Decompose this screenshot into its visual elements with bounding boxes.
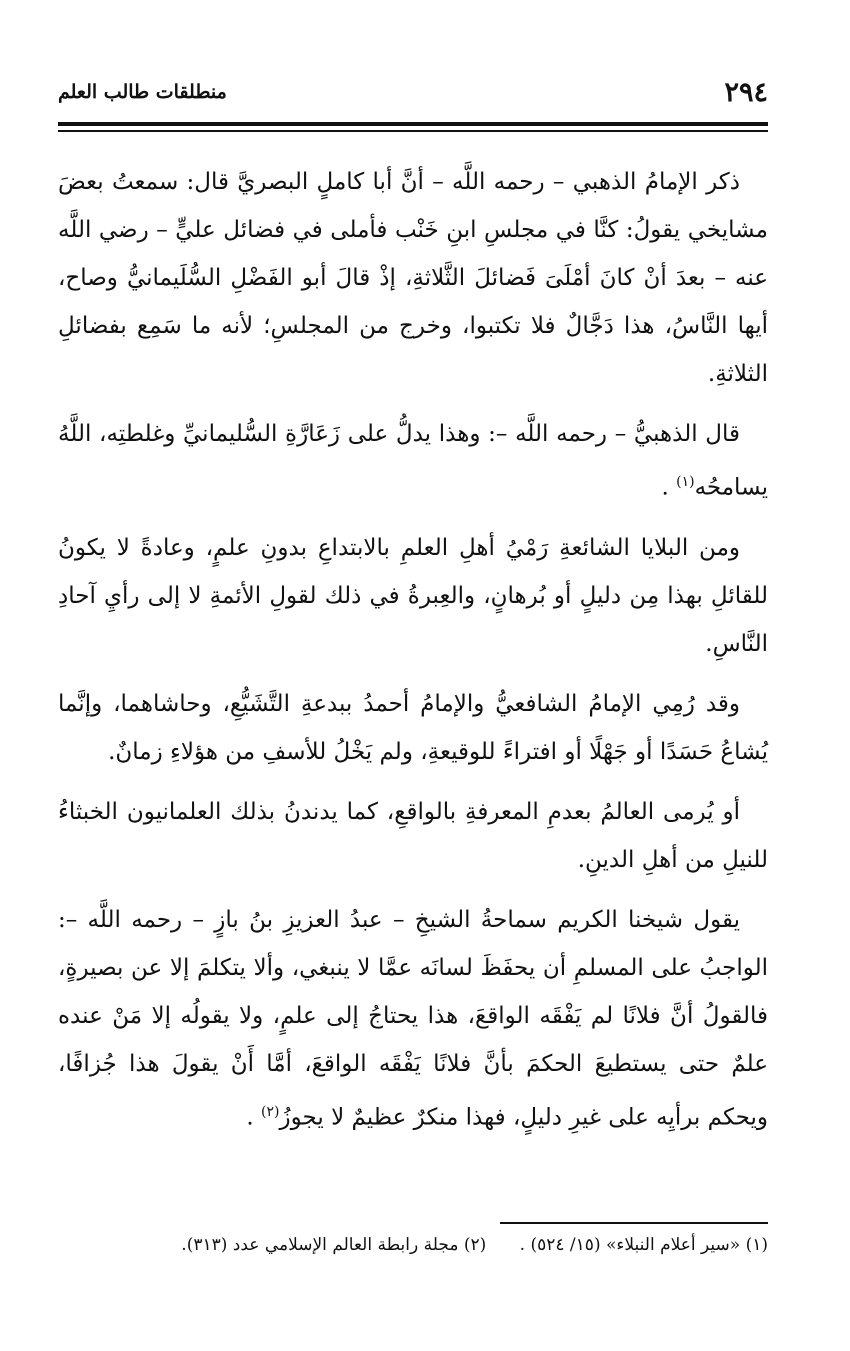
footnote-separator: [500, 1222, 768, 1224]
paragraph: أو يُرمى العالمُ بعدمِ المعرفةِ بالواقعِ، كما يدندنُ بذلك العلمانيون الخبثاءُ للنيلِ من أهلِ الدينِ.: [58, 798, 768, 873]
page-header: [58, 70, 768, 114]
paragraph: وقد رُمِي الإمامُ الشافعيُّ والإمامُ أحمدُ ببدعةِ التَّشَيُّعِ، وحاشاهما، وإنَّما يُشاعُ حَسَدًا أو جَهْلًا أو افتراءً للوقيعةِ، ولم يَخْلُ للأسفِ من هؤلاءِ زمانٌ.: [58, 690, 768, 765]
header-rule-thin: [58, 130, 768, 132]
page-number: ٢٩٤: [724, 76, 768, 108]
footnote-marker: (٢): [261, 1103, 280, 1120]
paragraph: ومن البلايا الشائعةِ رَمْيُ أهلِ العلمِ بالابتداعِ بدونِ علمٍ، وعادةً لا يكونُ للقائلِ بهذا مِن دليلٍ أو بُرهانٍ، والعِبرةُ في ذلك لقولِ الأئمةِ لا إلى رأيِ آحادِ النَّاسِ.: [58, 534, 768, 657]
footnotes: [58, 1230, 768, 1260]
main-text: [58, 158, 768, 1141]
footnote-1: (١) «سير أعلام النبلاء» (١٥/ ٥٢٤) .: [519, 1235, 768, 1255]
footnote-2: (٢) مجلة رابطة العالم الإسلامي عدد (٣١٣).: [181, 1235, 487, 1255]
running-title: منطلقات طالب العلم: [58, 81, 227, 103]
paragraph: قال الذهبيُّ – رحمه اللَّه –: وهذا يدلُّ على زَعَارَّةِ السُّليمانيِّ وغلطتِه، اللَّهُ يسامحُه$^{(١)}$ .: [58, 421, 768, 501]
paragraph: ذكر الإمامُ الذهبي – رحمه اللَّه – أنَّ أبا كاملٍ البصريَّ قال: سمعتُ بعضَ مشايخي يقولُ: كنَّا في مجلسِ ابنِ خَنْب فأملى في فضائل عليٍّ – رضي اللَّه عنه – بعدَ أنْ كانَ أمْلَىَ فَضائلَ الثَّلاثةِ، إذْ قالَ أبو الفَضْلِ السُّلَيمانيُّ وصاح، أيها النَّاسُ، هذا دَجَّالٌ فلا تكتبوا، وخرج من المجلسِ؛ لأنه ما سَمِع بفضائلِ الثلاثةِ.: [58, 169, 768, 387]
footnote-marker: (١): [676, 474, 695, 490]
header-rule-thick: [58, 122, 768, 126]
paragraph: يقول شيخنا الكريم سماحةُ الشيخِ – عبدُ العزيزِ بنُ بازٍ – رحمه اللَّه –: الواجبُ على المسلمِ أن يحفَظَ لسانَه عمَّا لا ينبغي، وألا يتكلمَ إلا عن بصيرةٍ، فالقولُ أنَّ فلانًا لم يَفْقَه الواقعَ، هذا يحتاجُ إلى علمٍ، ولا يقولُه إلا مَنْ عنده علمٌ حتى يستطيعَ الحكمَ بأنَّ فلانًا يَفْقَه الواقعَ، أمَّا أَنْ يقولَ هذا جُزافًا، ويحكم برأيِه على غيرِ دليلٍ، فهذا منكرٌ عظيمٌ لا يجوزُ$^{(٢)}$ .: [58, 906, 768, 1131]
